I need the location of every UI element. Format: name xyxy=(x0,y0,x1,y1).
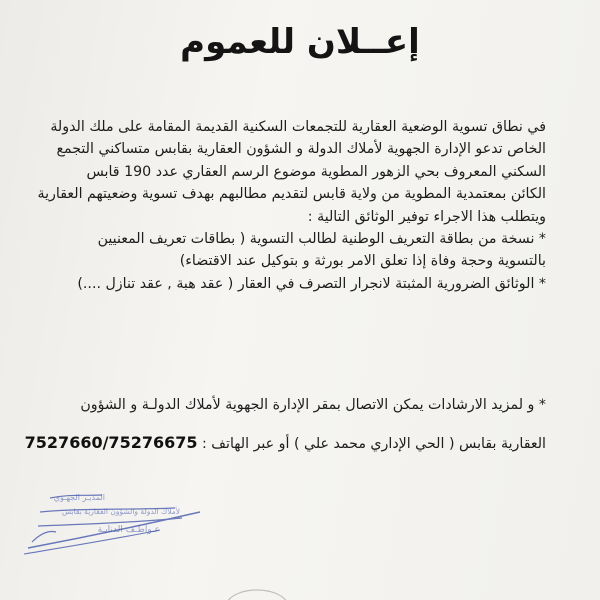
body-line: الخاص تدعو الإدارة الجهوية لأملاك الدولة و الشؤون العقارية بقابس متساكني التجمع xyxy=(56,141,546,158)
contact-line-phone xyxy=(22,430,546,457)
contact-info xyxy=(22,392,546,457)
page-title: إعــلان للعموم xyxy=(180,22,420,62)
svg-text:عـواطـف الدنايـة: عـواطـف الدنايـة xyxy=(97,525,160,535)
signature-stamp xyxy=(10,482,210,572)
svg-text:المديـر الجهـوي: المديـر الجهـوي xyxy=(53,493,105,502)
body-line: ويتطلب هذا الاجراء توفير الوثائق التالية : xyxy=(307,208,546,225)
document-item-line: بالتسوية وحجة وفاة إذا تعلق الامر بورثة و بتوكيل عند الاقتضاء) xyxy=(179,253,546,270)
phone-number: 7527660/75276675 xyxy=(24,433,198,452)
contact-line: * و لمزيد الارشادات يمكن الاتصال بمقر الإدارة الجهوية لأملاك الدولـة و الشؤون xyxy=(80,397,546,413)
body-line: السكني المعروف بحي الزهور المطوية موضوع الرسم العقاري عدد 190 قابس xyxy=(86,163,546,180)
round-stamp-edge xyxy=(222,582,292,600)
body-line: في نطاق تسوية الوضعية العقارية للتجمعات السكنية القديمة المقامة على ملك الدولة xyxy=(50,119,546,135)
body-line: الكائن بمعتمدية المطوية من ولاية قابس لتقديم مطالبهم بهدف تسوية وضعيتهم العقارية xyxy=(37,186,546,203)
svg-text:لأملاك الدولة والشؤون العقارية: لأملاك الدولة والشؤون العقارية بقابس xyxy=(61,507,180,516)
contact-address: العقارية بقابس ( الحي الإداري محمد علي ) أو عبر الهاتف : xyxy=(202,436,546,452)
announcement-body xyxy=(22,116,546,295)
document-item-line: * الوثائق الضرورية المثبتة لانجرار التصرف في العقار ( عقد هبة , عقد تنازل ....) xyxy=(77,275,546,292)
document-item-line: * نسخة من بطاقة التعريف الوطنية لطالب التسوية ( بطاقات تعريف المعنيين xyxy=(97,231,546,248)
